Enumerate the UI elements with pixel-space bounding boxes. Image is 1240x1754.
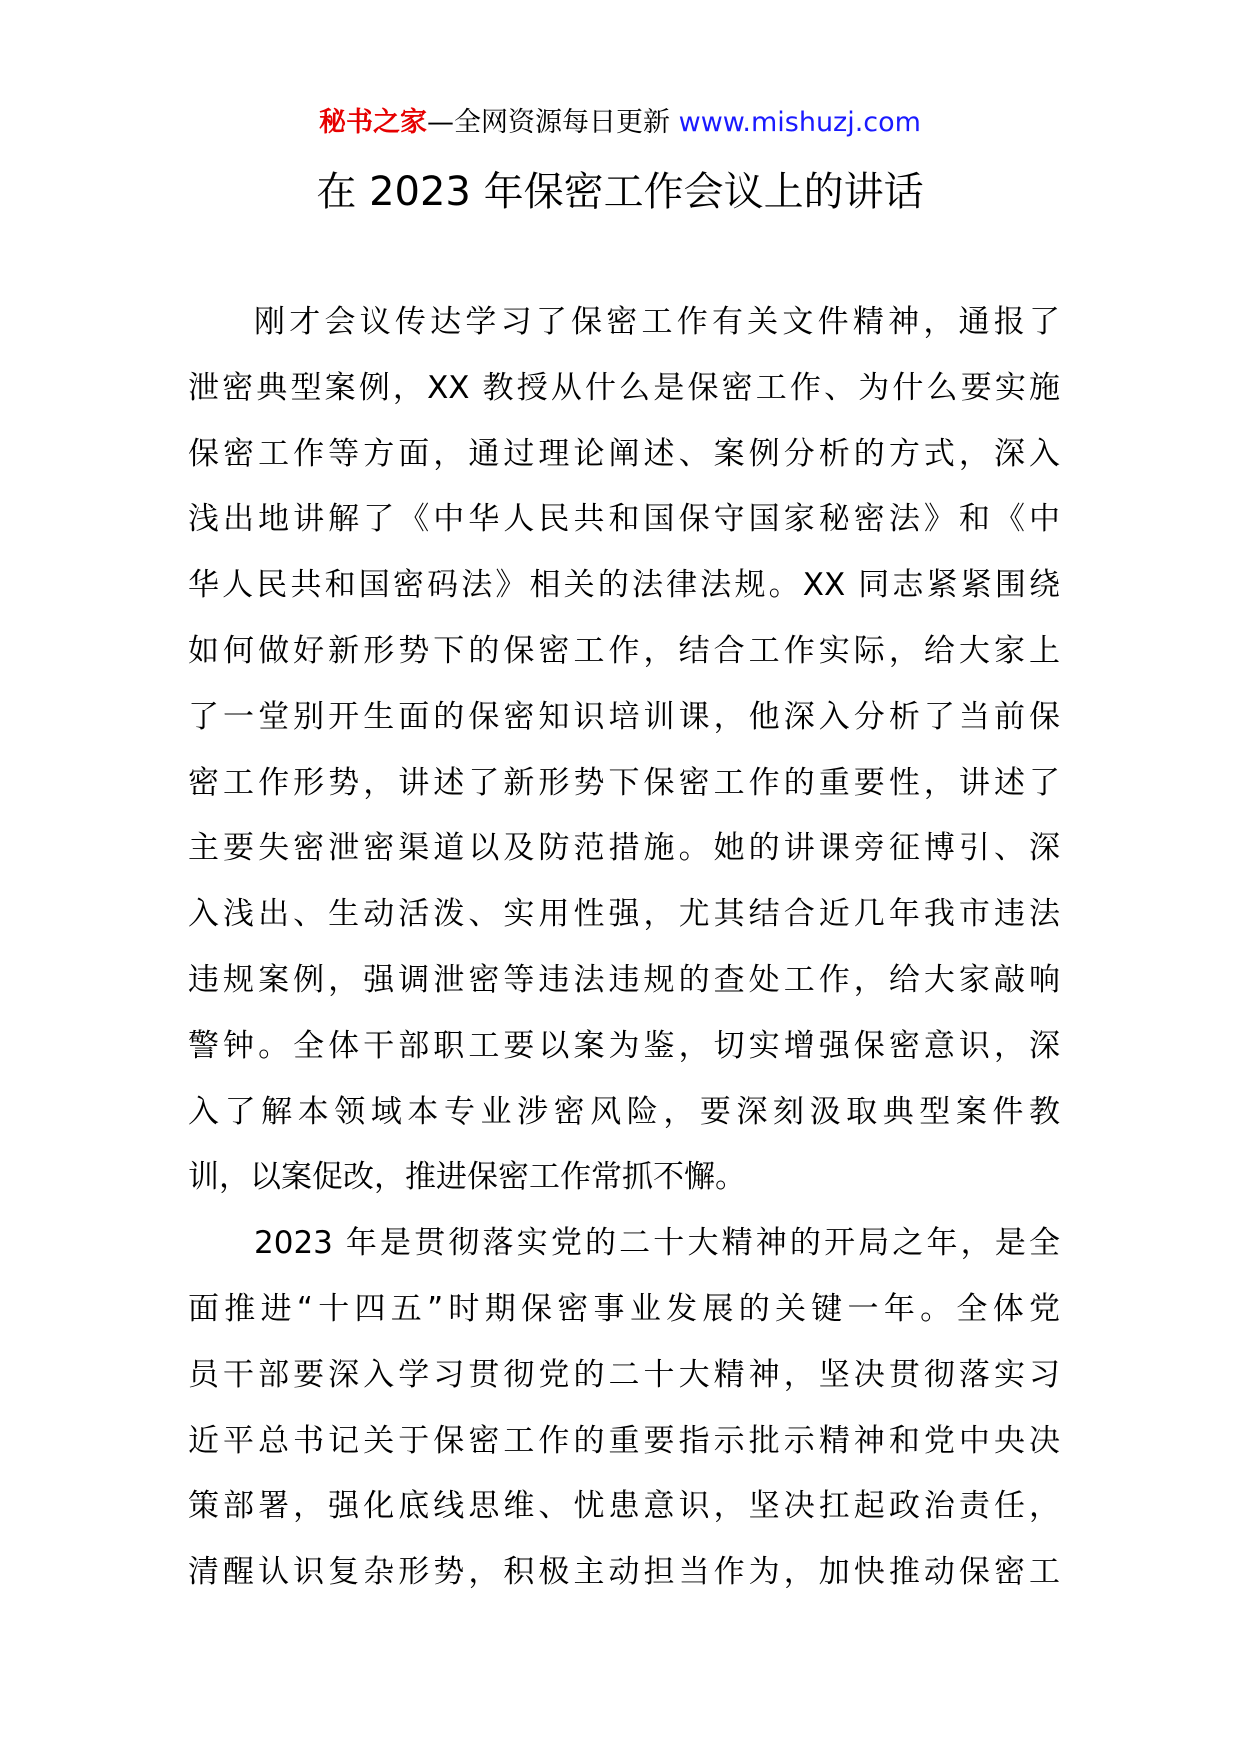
site-url-link[interactable]: www.mishuzj.com — [678, 107, 921, 138]
site-brand-name: 秘书之家 — [319, 107, 428, 138]
paragraph-line: 密工作形势，讲述了新形势下保密工作的重要性，讲述了 — [188, 764, 1060, 801]
paragraph-line: 近平总书记关于保密工作的重要指示批示精神和党中央决 — [188, 1422, 1060, 1459]
paragraph-line: 入浅出、生动活泼、实用性强，尤其结合近几年我市违法 — [188, 896, 1060, 933]
paragraph-line: 训，以案促改，推进保密工作常抓不懈。 — [188, 1159, 746, 1196]
site-slogan: —全网资源每日更新 — [427, 107, 679, 138]
paragraph-line: 主要失密泄密渠道以及防范措施。她的讲课旁征博引、深 — [188, 830, 1060, 867]
paragraph-line: 策部署，强化底线思维、忧患意识，坚决扛起政治责任， — [188, 1488, 1060, 1525]
paragraph-line: 如何做好新形势下的保密工作，结合工作实际，给大家上 — [188, 632, 1060, 669]
paragraph-line: 警钟。全体干部职工要以案为鉴，切实增强保密意识，深 — [188, 1027, 1060, 1064]
paragraph — [188, 290, 1060, 1211]
paragraph-line: 清醒认识复杂形势，积极主动担当作为，加快推动保密工 — [188, 1554, 1060, 1591]
paragraph-line: 2023 年是贯彻落实党的二十大精神的开局之年，是全 — [254, 1225, 1060, 1262]
paragraph-line: 入了解本领域本专业涉密风险，要深刻汲取典型案件教 — [188, 1093, 1060, 1130]
paragraph-line: 保密工作等方面，通过理论阐述、案例分析的方式，深入 — [188, 435, 1060, 472]
paragraph-line: 员干部要深入学习贯彻党的二十大精神，坚决贯彻落实习 — [188, 1356, 1060, 1393]
site-header-banner — [0, 103, 1240, 143]
paragraph-line: 刚才会议传达学习了保密工作有关文件精神，通报了 — [254, 304, 1060, 340]
paragraph — [188, 1211, 1060, 1606]
paragraph-line: 华人民共和国密码法》相关的法律法规。XX 同志紧紧围绕 — [188, 567, 1060, 604]
paragraph-line: 浅出地讲解了《中华人民共和国保守国家秘密法》和《中 — [188, 501, 1060, 538]
document-title: 在 2023 年保密工作会议上的讲话 — [316, 169, 924, 215]
paragraph-line: 泄密典型案例，XX 教授从什么是保密工作、为什么要实施 — [188, 369, 1060, 406]
document-body — [188, 290, 1060, 1606]
paragraph-line: 了一堂别开生面的保密知识培训课，他深入分析了当前保 — [188, 698, 1060, 735]
paragraph-line: 面推进“十四五”时期保密事业发展的关键一年。全体党 — [188, 1290, 1060, 1327]
paragraph-line: 违规案例，强调泄密等违法违规的查处工作，给大家敲响 — [188, 961, 1060, 998]
